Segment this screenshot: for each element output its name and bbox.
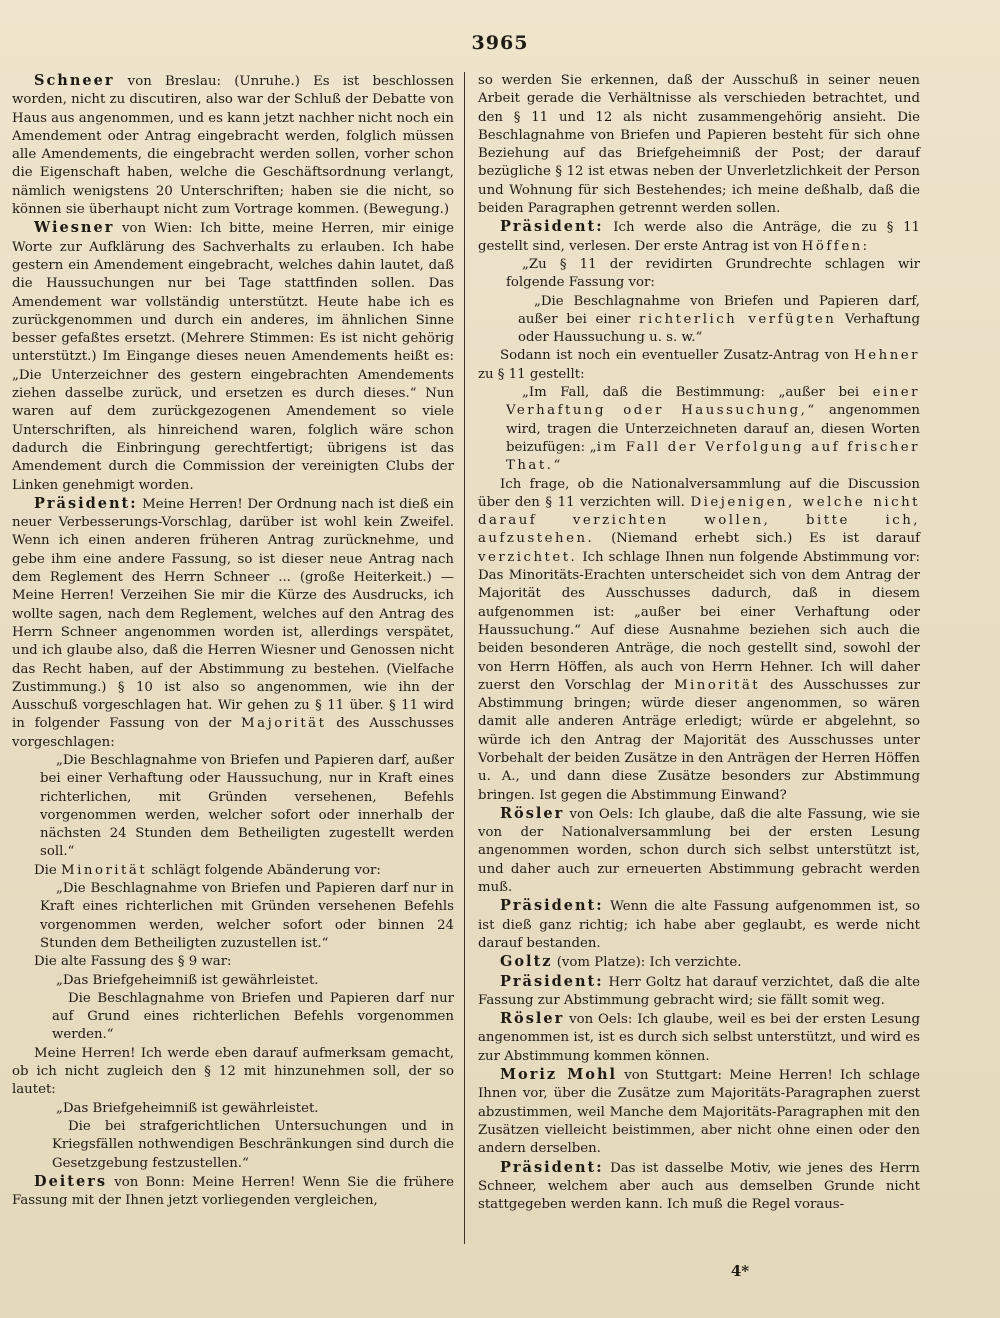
paragraph-text: Ich frage, ob die Nationalversammlung auf die Discussion über den § 11 verzichten will. xyxy=(478,476,920,510)
paragraph-text: Die xyxy=(34,862,62,878)
paragraph-text: Ich schlage Ihnen nun folgende Abstimmung vor: Das Minoritäts-Erachten unterscheidet sich von dem Antrag der Majorität des Ausschusses dadurch, daß in diesem aufgenommen ist: „außer bei einer Verhaftung oder Haussuchung.“ Auf diese Ausnahme beziehen sich auch die beiden besonderen Anträge, die noch gestellt sind, sowohl der von Herrn Höffen, als auch von Herrn Hehner. Ich will daher zuerst den Vorschlag der xyxy=(478,549,920,693)
emphasis-text: einer Verhaftung oder Haussuchung, xyxy=(506,385,920,419)
emphasis-text: im Fall der Verfolgung auf frischer That. xyxy=(506,439,920,474)
quote-old-version-2: Die Beschlagnahme von Briefen und Papieren darf nur auf Grund eines richterlichen Befehls vorgenommen werden.“ xyxy=(52,990,454,1043)
paragraph-old-version: Die alte Fassung des § 9 war: xyxy=(34,954,232,970)
speaker-name: Präsident: xyxy=(500,1158,604,1176)
paragraph-praesident-2 xyxy=(478,218,920,256)
paragraph-text: (vom Platze): Ich verzichte. xyxy=(552,955,742,971)
left-column xyxy=(12,72,454,1210)
signature-mark: 4* xyxy=(730,1262,750,1280)
right-column xyxy=(478,72,920,1214)
speaker-name: Goltz xyxy=(500,953,553,971)
paragraph-wiesner xyxy=(12,219,454,494)
paragraph-mohl xyxy=(478,1066,920,1158)
paragraph-hehner-intro xyxy=(478,347,920,384)
paragraph-roesler-2 xyxy=(478,1010,920,1066)
paragraph-text: von Wien: Ich bitte, meine Herren, mir einige Worte zur Aufklärung des Sachverhalts zu erlauben. Ich habe gestern ein Amendement eingebracht, welches dahin lautet, daß die Haussuchungen nur bei Tage stattfinden sollen. Das Amendement war vollständig unterstützt. Heute habe ich es zurückgenommen und durch ein anderes, im ähnlichen Sinne besser gefaßtes ersetzt. (Mehrere Stimmen: Es ist nicht gehörig unterstützt.) Im Eingange dieses neuen Amendements heißt es: „Die Unterzeichner des gestern eingebrachten Amendements ziehen dasselbe zurück, und ersetzen es durch dieses.“ Nun waren auf dem zurückgezogenen Amendement so viele Unterschriften, als hinreichend waren, folglich wäre schon dadurch die Einbringung gerechtfertigt; übrigens ist das Amendement durch die Commission der vereinigten Clubs der Linken genehmigt worden. xyxy=(12,221,454,493)
speaker-name: Moriz Mohl xyxy=(500,1066,617,1084)
quote-hoeffen-2 xyxy=(478,293,920,348)
paragraph-text: Ich werde also die Anträge, die zu § 11 gestellt sind, verlesen. Der erste Antrag ist von xyxy=(478,220,920,254)
paragraph-text: Das ist dasselbe Motiv, wie jenes des Herrn Schneer, welchem aber auch aus demselben Grunde nicht stattgegeben werden kann. Ich muß die Regel voraus- xyxy=(478,1160,920,1213)
emphasis-text: Minorität xyxy=(673,677,761,693)
quote-hoeffen-1: „Zu § 11 der revidirten Grundrechte schlagen wir folgende Fassung vor: xyxy=(506,256,920,291)
paragraph-vote-procedure xyxy=(478,476,920,805)
speaker-name: Rösler xyxy=(500,804,565,822)
paragraph-section-12: Meine Herren! Ich werde eben darauf aufmerksam gemacht, ob ich nicht zugleich den § 12 mit hinzunehmen soll, der so lautet: xyxy=(12,1045,454,1098)
paragraph-praesident-1 xyxy=(12,495,454,752)
quote-majority: „Die Beschlagnahme von Briefen und Papieren darf, außer bei einer Verhaftung oder Haussuchung, nur in Kraft eines richterlichen, mit Gründen versehenen, Befehls vorgenommen werden, welcher sofort oder innerhalb der nächsten 24 Stunden dem Betheiligten zugestellt werden soll.“ xyxy=(40,752,454,860)
quote-text: “ xyxy=(553,458,561,474)
quote-minority: „Die Beschlagnahme von Briefen und Papieren darf nur in Kraft eines richterlichen mit Gründen versehenen Befehls vorgenommen werden, welcher sofort oder binnen 24 Stunden dem Betheiligten zuzustellen ist.“ xyxy=(40,881,454,951)
paragraph-praesident-4 xyxy=(478,973,920,1011)
paragraph-text: von Breslau: (Unruhe.) Es ist beschlossen worden, nicht zu discutiren, also war der Schluß der Debatte von Haus aus angenommen, und es kann jetzt nachher nicht noch ein Amendement oder Antrag eingebracht werden, folglich müssen alle Amendements, die eingebracht werden sollen, vorher schon die Eigenschaft haben, welche die Geschäftsordnung verlangt, nämlich wenigstens 20 Unterschriften; haben sie die nicht, so können sie überhaupt nicht zum Vortrage kommen. (Bewegung.) xyxy=(12,74,454,218)
paragraph-praesident-3 xyxy=(478,897,920,953)
speaker-name: Präsident: xyxy=(500,897,604,915)
paragraph-text: schlägt folgende Abänderung vor: xyxy=(147,862,381,878)
emphasis-text: richterlich verfügten xyxy=(639,311,837,327)
speaker-name: Deiters xyxy=(34,1172,108,1190)
paragraph-text: Wenn die alte Fassung aufgenommen ist, so ist dieß ganz richtig; ich habe aber geglaubt, es werde nicht darauf bestanden. xyxy=(478,899,920,951)
paragraph-schneer xyxy=(12,72,454,219)
emphasis-text: verzichtet. xyxy=(478,549,578,565)
emphasis-text: Höffen xyxy=(801,238,863,254)
paragraph-text: Sodann ist noch ein eventueller Zusatz-Antrag von xyxy=(500,348,855,364)
quote-hehner xyxy=(478,384,920,475)
speaker-name: Wiesner xyxy=(34,219,115,237)
speaker-name: Präsident: xyxy=(500,218,604,236)
quote-text: „Die Beschlagnahme von Briefen und Papieren darf, außer bei einer xyxy=(518,293,920,327)
quote-old-version-1: „Das Briefgeheimniß ist gewährleistet. xyxy=(56,972,319,988)
emphasis-text: Minorität xyxy=(61,862,148,878)
speaker-name: Rösler xyxy=(500,1010,565,1028)
speaker-name: Schneer xyxy=(34,72,115,89)
paragraph-text: von Bonn: Meine Herren! Wenn Sie die frühere Fassung mit der Ihnen jetzt vorliegenden vergleichen, xyxy=(12,1174,454,1209)
quote-text: „Im Fall, daß die Bestimmung: „außer bei xyxy=(522,385,873,401)
paragraph-minority xyxy=(12,862,454,880)
emphasis-text: Majorität xyxy=(241,716,327,732)
quote-section-12-2: Die bei strafgerichtlichen Untersuchungen und in Kriegsfällen nothwendigen Beschränkungen sind durch die Gesetzgebung festzustellen.“ xyxy=(52,1118,454,1171)
paragraph-text: (Niemand erhebt sich.) Es ist darauf xyxy=(594,531,920,547)
paragraph-text: zu § 11 gestellt: xyxy=(478,366,585,382)
paragraph-text: des Ausschusses zur Abstimmung bringen; würde dieser angenommen, so wären damit alle anderen Anträge erledigt; würde er abgelehnt, so würde ich den Antrag der Majorität des Ausschusses unter Vorbehalt der beiden Zusätze in den Anträgen der Herren Höffen u. A., und dann diese Zusätze besonders zur Abstimmung bringen. Ist gegen die Abstimmung Einwand? xyxy=(478,677,920,803)
paragraph-text: Meine Herren! Der Ordnung nach ist dieß ein neuer Verbesserungs-Vorschlag, darüber ist wohl kein Zweifel. Wenn ich einen anderen früheren Antrag zurücknehme, und gebe ihm eine andere Fassung, so ist dieser neue Antrag nach dem Reglement des Herrn Schneer ... (große Heiterkeit.) — Meine Herren! Verzeihen Sie mir die Kürze des Ausdrucks, ich wollte sagen, nach dem Reglement, welches auf den Antrag des Herrn Schneer angenommen worden ist, allerdings verspätet, und ich glaube also, daß die Herren Wiesner und Genossen nicht das Recht haben, auf der Abstimmung zu bestehen. (Vielfache Zustimmung.) § 10 ist also so angenommen, wie ihn der Ausschuß vorgeschlagen hat. Wir gehen zu § 11 über. § 11 wird in folgender Fassung von der xyxy=(12,496,454,732)
paragraph-text: von Oels: Ich glaube, daß die alte Fassung, wie sie von der Nationalversammlung bei der ersten Lesung angenommen worden, schon durch sich selbst unterstützt ist, und daher auch zur erneuerten Abstimmung gebracht werden muß. xyxy=(478,806,920,896)
quote-text: “ angenommen wird, tragen die Unterzeichneten darauf an, diesen Worten beizufügen: „ xyxy=(506,403,920,455)
quote-text: Verhaftung oder Haussuchung u. s. w.“ xyxy=(518,311,920,346)
paragraph-roesler-1 xyxy=(478,805,920,897)
paragraph-text: Herr Goltz hat darauf verzichtet, daß die alte Fassung zur Abstimmung gebracht wird; sie fällt somit weg. xyxy=(478,974,920,1008)
speaker-name: Präsident: xyxy=(500,972,604,990)
quote-section-12-1: „Das Briefgeheimniß ist gewährleistet. xyxy=(56,1100,319,1116)
paragraph-goltz xyxy=(478,953,920,972)
column-divider xyxy=(464,72,465,1244)
paragraph-deiters xyxy=(12,1173,454,1211)
speaker-name: Präsident: xyxy=(34,494,138,512)
emphasis-text: Diejenigen, welche nicht darauf verzichten wollen, bitte ich, aufzustehen. xyxy=(478,494,920,547)
paragraph-text: des Ausschusses vorgeschlagen: xyxy=(12,716,454,750)
paragraph-text: von Oels: Ich glaube, weil es bei der ersten Lesung angenommen ist, ist es durch sich selbst unterstützt, und wird es zur Abstimmung kommen können. xyxy=(478,1012,920,1064)
paragraph-text: von Stuttgart: Meine Herren! Ich schlage Ihnen vor, über die Zusätze zum Majoritäts-Paragraphen zuerst abzustimmen, weil Manche dem Majoritäts-Paragraphen mit den Zusätzen vielleicht beistimmen, aber nicht ohne einen oder den andern derselben. xyxy=(478,1068,920,1157)
emphasis-text: Hehner xyxy=(854,348,920,364)
paragraph-deiters-cont: so werden Sie erkennen, daß der Ausschuß in seiner neuen Arbeit gerade die Verhältnisse als verschieden betrachtet, und den § 11 und 12 als nicht zusammengehörig ansieht. Die Beschlagnahme von Briefen und Papieren besteht für sich ohne Beziehung auf das Briefgeheimniß der Post; der darauf bezügliche § 12 ist etwas neben der Unverletzlichkeit der Person und Wohnung für sich Bestehendes; ich meine deßhalb, daß die beiden Paragraphen getrennt werden sollen. xyxy=(478,73,920,217)
page-number: 3965 xyxy=(471,32,529,54)
paragraph-praesident-5 xyxy=(478,1159,920,1215)
paragraph-text: : xyxy=(862,238,868,254)
